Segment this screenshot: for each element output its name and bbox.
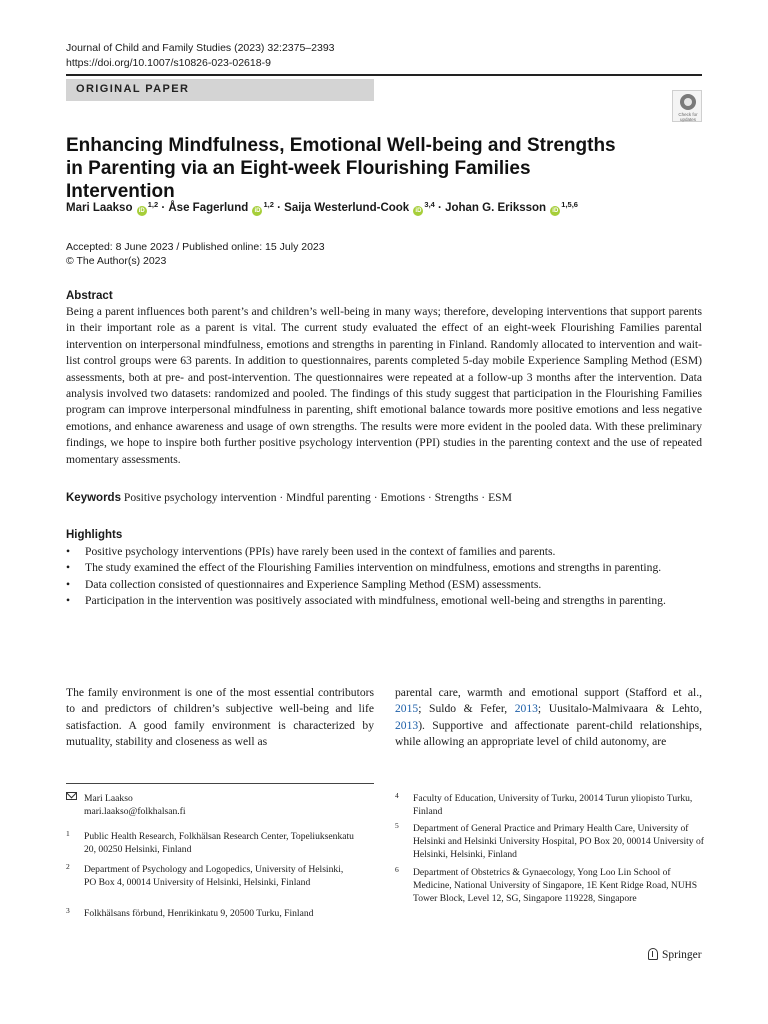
author-affiliation: 1,5,6 (561, 200, 578, 209)
copyright-line: © The Author(s) 2023 (66, 255, 167, 267)
article-type-banner: ORIGINAL PAPER (66, 79, 374, 101)
author-name[interactable]: Saija Westerlund-Cook (284, 202, 410, 214)
highlight-item: • Positive psychology interventions (PPIs) have rarely been used in the context of families and parents. (66, 544, 702, 560)
author-affiliation: 1,2 (263, 200, 274, 209)
check-updates-label: Check for updates (678, 112, 698, 122)
footnote-rule (66, 783, 374, 784)
journal-citation: Journal of Child and Family Studies (2023) 32:2375–2393 (66, 42, 335, 54)
body-column-right (395, 685, 702, 751)
affiliation-footnote (395, 822, 705, 861)
corresponding-email[interactable]: mari.laakso@folkhalsan.fi (84, 806, 186, 817)
keywords-text: Positive psychology intervention · Mindful parenting · Emotions · Strengths · ESM (123, 491, 512, 504)
citation-link[interactable]: 2015 (395, 702, 419, 716)
abstract-heading: Abstract (66, 290, 113, 302)
affiliation-text: Faculty of Education, University of Turku, 20014 Turun yliopisto Turku, Finland (413, 793, 693, 817)
body-text: ). Supportive and affectionate parent-child relationships, while allowing an appropriate level of child autonomy, are (395, 718, 702, 749)
author-separator: · (277, 202, 281, 214)
affiliation-number: 6 (395, 865, 399, 874)
publisher-logo (648, 948, 702, 961)
affiliation-number: 3 (66, 906, 70, 915)
publication-dates (66, 240, 325, 268)
highlights-list (66, 544, 702, 610)
keywords-label: Keywords (66, 492, 121, 504)
body-column-left: The family environment is one of the most essential contributors to and predictors of children’s subjective well-being and life satisfaction. A good family environment is characterized by mutuality, stability and closeness as well as (66, 686, 374, 749)
affiliation-text: Department of Psychology and Logopedics, University of Helsinki, PO Box 4, 00014 University of Helsinki, Helsinki, Finland (84, 864, 344, 888)
affiliation-footnote (395, 866, 705, 905)
corresponding-author (66, 792, 374, 818)
affiliation-number: 2 (66, 862, 70, 871)
corresponding-name: Mari Laakso (84, 793, 133, 804)
affiliation-number: 5 (395, 821, 399, 830)
author-name[interactable]: Åse Fagerlund (168, 202, 249, 214)
body-text: ; Suldo & Fefer, (418, 702, 515, 716)
check-updates-icon (680, 94, 696, 110)
springer-horse-icon (648, 948, 658, 960)
highlight-item: • Participation in the intervention was positively associated with mindfulness, emotional well-being and strengths in parenting. (66, 593, 702, 609)
author-separator: · (161, 202, 166, 214)
orcid-icon[interactable]: iD (552, 208, 559, 214)
affiliation-footnote (66, 863, 356, 889)
citation-link[interactable]: 2013 (514, 702, 538, 716)
publisher-name: Springer (662, 949, 702, 961)
affiliation-text: Public Health Research, Folkhälsan Research Center, Topeliuksenkatu 20, 00250 Helsinki, Finland (84, 831, 354, 855)
check-for-updates-badge[interactable] (672, 90, 702, 122)
abstract-text: Being a parent influences both parent’s and children’s well-being in many ways; therefore, developing interventions that support parents in their important role as a parent is vital. The current study evaluated the effect of an eight-week Flourishing Families parental intervention on interpersonal mindfulness, emotions and strengths in parenting in Finland. Randomly allocated to intervention and wait-list control groups were 63 parents. In addition to questionnaires, parents completed 5-day mobile Experience Sampling Method (ESM) assessments, both at pre- and post-intervention. The questionnaires were repeated at a follow-up 3 months after the intervention. Data analysis involved two datasets: randomized and pooled. The findings of this study suggest that participation in the Flourishing Families program can improve interpersonal mindfulness in parenting, shift emotional balance towards more positive emotions and less negative emotions, and enhance awareness and usage of own strengths. The results were more evident in the pooled data. With these preliminary findings, we hope to inspire both further positive psychology intervention (PPI) studies in the parenting context and the use of repeated momentary assessments. (66, 305, 702, 466)
affiliation-number: 4 (395, 791, 399, 800)
affiliation-text: Department of General Practice and Primary Health Care, University of Helsinki and Helsinki University Hospital, PO Box 20, 00014 University of Helsinki, Helsinki, Finland (413, 823, 704, 860)
citation-link[interactable]: 2013 (395, 718, 419, 732)
header-rule (66, 74, 702, 76)
doi-link[interactable]: https://doi.org/10.1007/s10826-023-02618-9 (66, 57, 271, 69)
paper-title: Enhancing Mindfulness, Emotional Well-being and Strengths in Parenting via an Eight-week Flourishing Families Intervention (66, 135, 616, 202)
author-affiliation: 1,2 (147, 200, 159, 209)
affiliation-footnote (66, 907, 374, 920)
author-name[interactable]: Johan G. Eriksson (445, 202, 547, 214)
highlight-item: • The study examined the effect of the Flourishing Families intervention on mindfulness, emotions and strengths in parenting. (66, 560, 702, 576)
highlights-heading: Highlights (66, 529, 123, 541)
author-separator: · (438, 202, 442, 214)
body-text: parental care, warmth and emotional support (Stafford et al., (395, 686, 702, 699)
author-name[interactable]: Mari Laakso (66, 202, 133, 214)
orcid-icon[interactable]: iD (415, 208, 422, 214)
keywords-line (66, 491, 512, 504)
affiliation-footnote (395, 792, 705, 818)
mail-icon (66, 792, 77, 800)
accepted-published-dates: Accepted: 8 June 2023 / Published online: 15 July 2023 (66, 241, 325, 253)
orcid-icon[interactable]: iD (254, 208, 261, 214)
author-affiliation: 3,4 (424, 200, 435, 209)
affiliation-footnote (66, 830, 356, 856)
affiliation-text: Department of Obstetrics & Gynaecology, Yong Loo Lin School of Medicine, National University of Singapore, 1E Kent Ridge Road, NUHS Tower Block, Level 12, SG, Singapore 119228, Singapore (413, 867, 698, 904)
highlight-item: • Data collection consisted of questionnaires and Experience Sampling Method (ESM) assessments. (66, 577, 702, 593)
orcid-icon[interactable]: iD (138, 208, 145, 214)
affiliation-number: 1 (66, 829, 70, 838)
journal-header (66, 41, 335, 71)
affiliation-text: Folkhälsans förbund, Henrikinkatu 9, 20500 Turku, Finland (84, 908, 314, 919)
body-text: ; Uusitalo-Malmivaara & Lehto, (537, 702, 702, 716)
author-list (66, 202, 578, 216)
